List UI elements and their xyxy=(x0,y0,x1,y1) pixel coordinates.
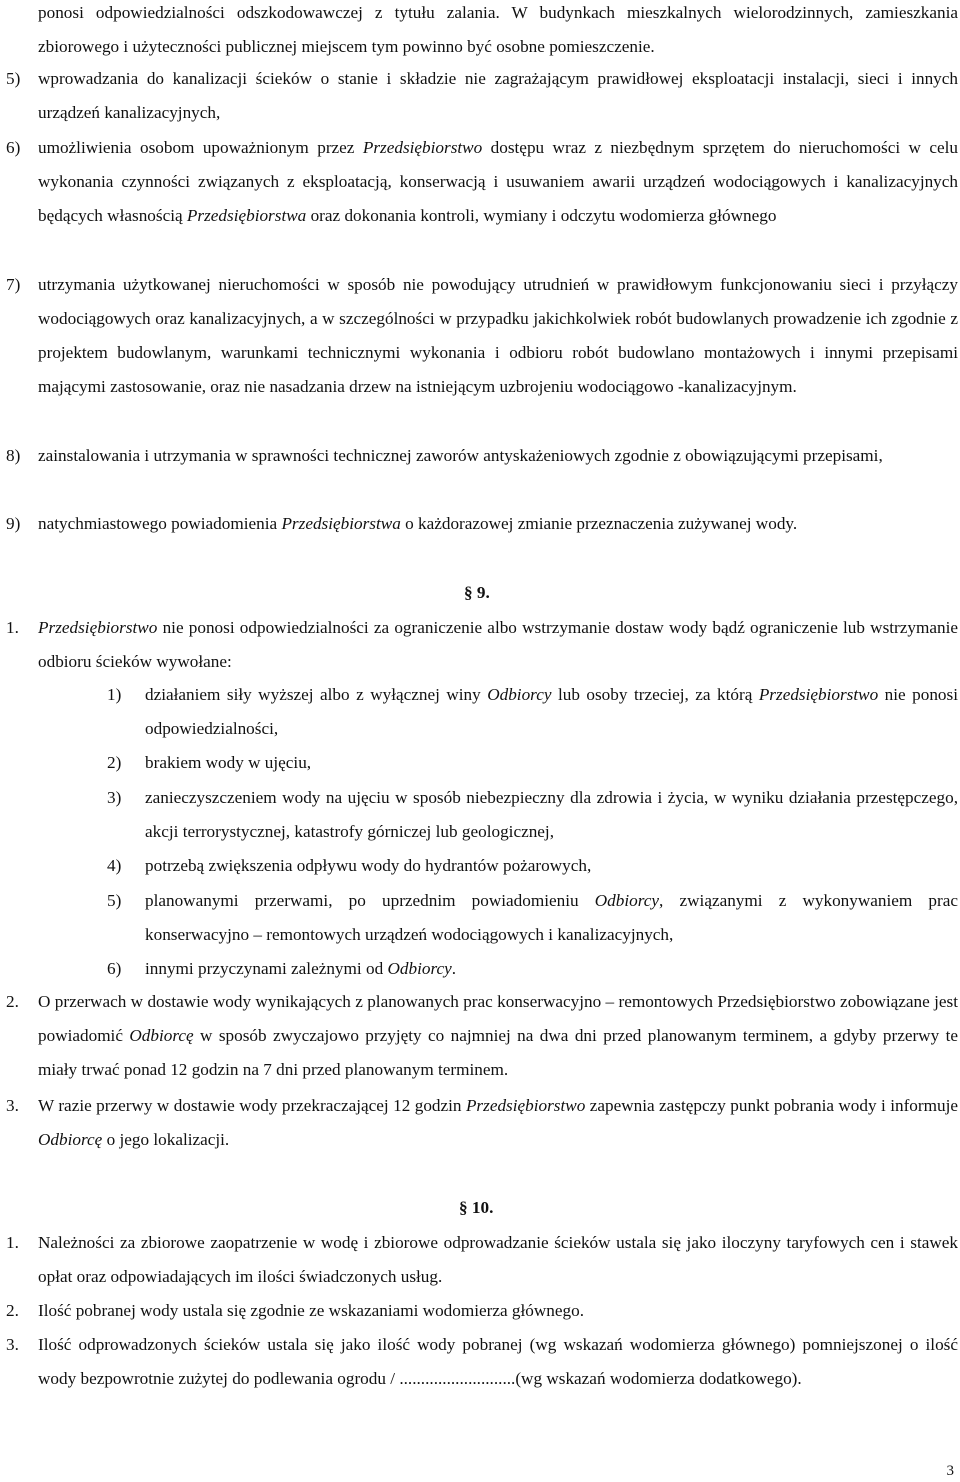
emphasis: Odbiorcę xyxy=(38,1130,103,1149)
sub-item-number: 5) xyxy=(107,891,122,910)
item-number: 7) xyxy=(6,275,21,294)
item-text: umożliwienia osobom upoważnionym przez Przedsiębiorstwo dostępu wraz z niezbędnym sprzętem do nieruchomości w celu wykonania czynności związanych z eksploatacją, konserwacją i usuwaniem awarii urządzeń wodociągowych i kanalizacyjnych będących własnością Przedsiębiorstwa oraz dokonania kontroli, wymiany i odczytu wodomierza głównego xyxy=(38,138,959,225)
paragraph-number: 2. xyxy=(6,1301,19,1320)
item-text: natychmiastowego powiadomienia Przedsiębiorstwa o każdorazowej zmianie przeznaczenia zużywanej wody. xyxy=(38,514,798,533)
paragraph-text: W razie przerwy w dostawie wody przekraczającej 12 godzin Przedsiębiorstwo zapewnia zastępczy punkt pobrania wody i informuje Odbiorcę o jego lokalizacji. xyxy=(38,1096,958,1149)
paragraph-text: Przedsiębiorstwo nie ponosi odpowiedzialności za ograniczenie albo wstrzymanie dostaw wody bądź ograniczenie lub wstrzymanie odbioru ścieków wywołane: xyxy=(38,618,958,671)
paragraph-text: Ilość odprowadzonych ścieków ustala się jako ilość wody pobranej (wg wskazań wodomierza głównego) pomniejszonej o ilość wody bezpowrotnie zużytej do podlewania ogrodu / ...........................(wg wskazań wodomierza dodatkowego). xyxy=(38,1335,958,1388)
emphasis: Odbiorcy xyxy=(387,959,452,978)
emphasis: Przedsiębiorstwo xyxy=(38,618,158,637)
item-text: wprowadzania do kanalizacji ścieków o stanie i składzie nie zagrażającym prawidłowej eksploatacji instalacji, sieci i innych urządzeń kanalizacyjnych, xyxy=(38,69,958,122)
sub-item-number: 2) xyxy=(107,753,122,772)
sub-item-text: zanieczyszczeniem wody na ujęciu w sposób niebezpieczny dla zdrowia i życia, w wyniku działania przestępczego, akcji terrorystycznej, katastrofy górniczej lub geologicznej, xyxy=(145,788,958,841)
item-number: 5) xyxy=(6,69,21,88)
item-number: 9) xyxy=(6,514,21,533)
item-number: 6) xyxy=(6,138,21,157)
emphasis: Przedsiębiorstwo xyxy=(362,138,483,157)
sub-item-number: 1) xyxy=(107,685,122,704)
paragraph-number: 3. xyxy=(6,1096,19,1115)
section-heading-10: § 10. xyxy=(459,1198,494,1217)
paragraph-number: 1. xyxy=(6,618,19,637)
sub-item-text: planowanymi przerwami, po uprzednim powiadomieniu Odbiorcy, związanymi z wykonywaniem prac konserwacyjno – remontowych urządzeń wodociągowych i kanalizacyjnych, xyxy=(145,891,959,944)
emphasis: Przedsiębiorstwo xyxy=(465,1096,586,1115)
paragraph-text: Należności za zbiorowe zaopatrzenie w wodę i zbiorowe odprowadzanie ścieków ustala się jako iloczyny taryfowych cen i stawek opłat oraz odpowiadających im ilości świadczonych usług. xyxy=(38,1233,958,1286)
paragraph-number: 2. xyxy=(6,992,19,1011)
item-text: zainstalowania i utrzymania w sprawności technicznej zaworów antyskażeniowych zgodnie z obowiązującymi przepisami, xyxy=(38,446,883,465)
emphasis: Odbiorcy xyxy=(487,685,552,704)
sub-item-text: działaniem siły wyższej albo z wyłącznej winy Odbiorcy lub osoby trzeciej, za którą Przedsiębiorstwo nie ponosi odpowiedzialności, xyxy=(145,685,958,738)
sub-item-text: potrzebą zwiększenia odpływu wody do hydrantów pożarowych, xyxy=(145,856,592,875)
sub-item-number: 4) xyxy=(107,856,122,875)
sub-item-number: 6) xyxy=(107,959,122,978)
sub-item-number: 3) xyxy=(107,788,122,807)
emphasis: Przedsiębiorstwa xyxy=(281,514,401,533)
paragraph-text: Ilość pobranej wody ustala się zgodnie ze wskazaniami wodomierza głównego. xyxy=(38,1301,585,1320)
paragraph-number: 3. xyxy=(6,1335,19,1354)
continuation-paragraph: ponosi odpowiedzialności odszkodowawczej z tytułu zalania. W budynkach mieszkalnych wielorodzinnych, zamieszkania zbiorowego i użyteczności publicznej miejscem tym powinno być osobne pomieszczenie. xyxy=(38,3,958,56)
emphasis: Odbiorcę xyxy=(129,1026,194,1045)
item-text: utrzymania użytkowanej nieruchomości w sposób nie powodujący utrudnień w prawidłowym funkcjonowaniu sieci i przyłączy wodociągowych oraz kanalizacyjnych, a w szczególności w przypadku jakichkolwiek robót budowlanych prowadzenie ich zgodnie z projektem budowlanym, warunkami technicznymi wykonania i odbioru robót budowlano montażowych i innymi przepisami mającymi zastosowanie, oraz nie nasadzania drzew na istniejącym uzbrojeniu wodociągowo -kanalizacyjnym. xyxy=(38,275,958,396)
emphasis: Przedsiębiorstwa xyxy=(186,206,307,225)
paragraph-text: O przerwach w dostawie wody wynikających z planowanych prac konserwacyjno – remontowych Przedsiębiorstwo zobowiązane jest powiadomić Odbiorcę w sposób zwyczajowo przyjęty co najmniej na dwa dni przed planowanym terminem, a gdyby przerwy te miały trwać ponad 12 godzin na 7 dni przed planowanym terminem. xyxy=(38,992,958,1079)
item-number: 8) xyxy=(6,446,21,465)
page-number: 3 xyxy=(946,1463,954,1479)
sub-item-text: innymi przyczynami zależnymi od Odbiorcy. xyxy=(145,959,457,978)
section-heading-9: § 9. xyxy=(464,583,490,602)
emphasis: Odbiorcy xyxy=(594,891,660,910)
emphasis: Przedsiębiorstwo xyxy=(758,685,879,704)
paragraph-number: 1. xyxy=(6,1233,19,1252)
sub-item-text: brakiem wody w ujęciu, xyxy=(145,753,312,772)
